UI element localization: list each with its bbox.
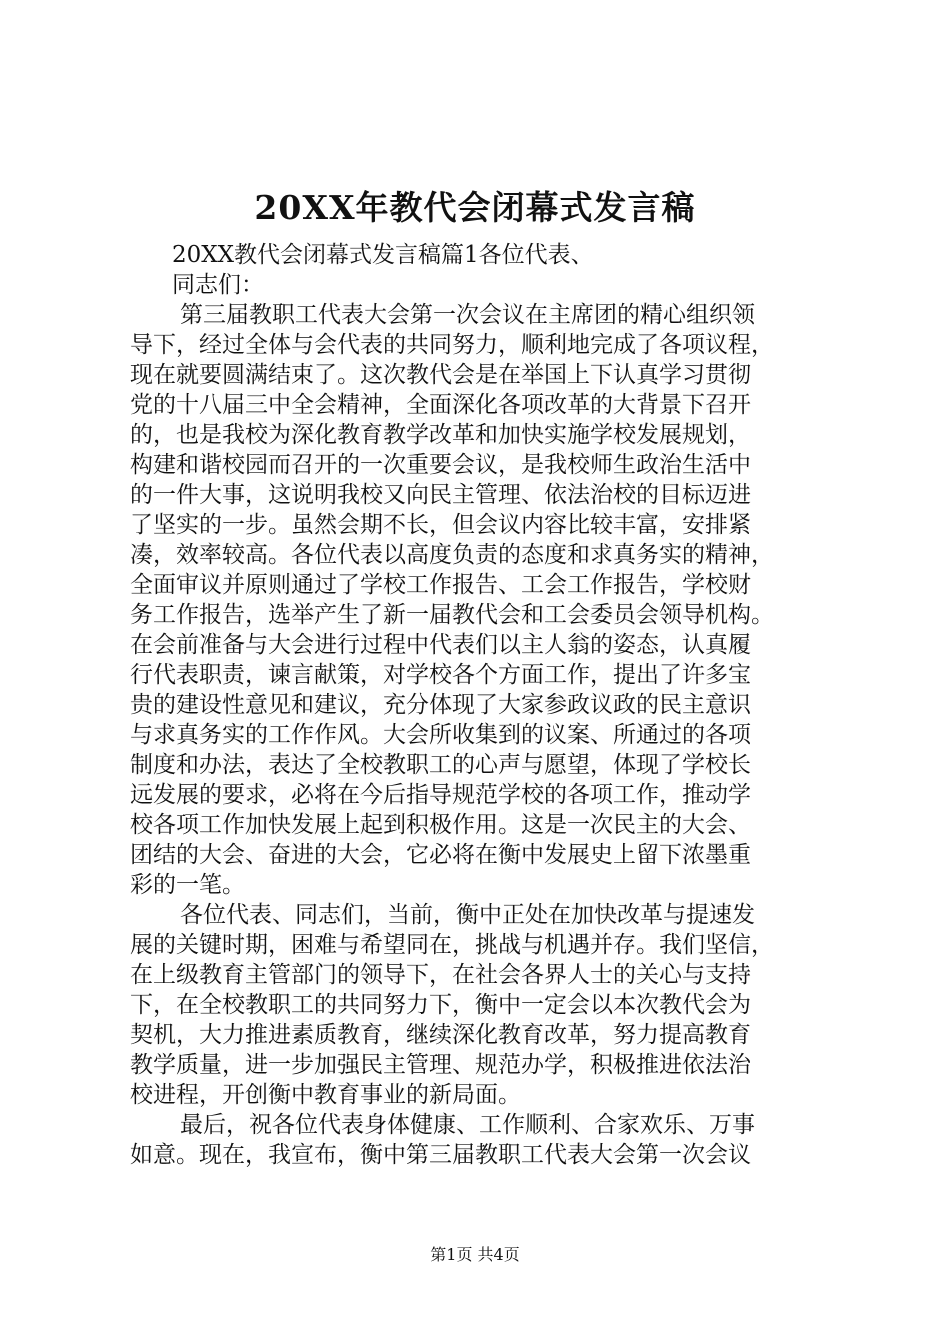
text-line: 的一件大事，这说明我校又向民主管理、依法治校的目标迈进 [130,482,751,508]
text-line: 最后，祝各位代表身体健康、工作顺利、合家欢乐、万事 [180,1112,755,1138]
text-line: 在上级教育主管部门的领导下，在社会各界人士的关心与支持 [130,962,751,988]
document-body [130,240,840,1170]
text-line: 制度和办法，表达了全校教职工的心声与愿望，体现了学校长 [130,752,751,778]
text-line: 如意。现在，我宣布，衡中第三届教职工代表大会第一次会议 [130,1142,751,1168]
text-line: 远发展的要求，必将在今后指导规范学校的各项工作，推动学 [130,782,751,808]
text-line: 在会前准备与大会进行过程中代表们以主人翁的姿态，认真履 [130,632,751,658]
text-line: 各位代表、同志们，当前，衡中正处在加快改革与提速发 [180,902,755,928]
text-line: 行代表职责，谏言献策，对学校各个方面工作，提出了许多宝 [130,662,751,688]
text-line: 贵的建设性意见和建议，充分体现了大家参政议政的民主意识 [130,692,751,718]
text-line: 与求真务实的工作作风。大会所收集到的议案、所通过的各项 [130,722,751,748]
text-line: 同志们： [172,272,264,298]
text-line: 务工作报告，选举产生了新一届教代会和工会委员会领导机构。 [130,602,774,628]
text-line: 全面审议并原则通过了学校工作报告、工会工作报告，学校财 [130,572,751,598]
text-line: 现在就要圆满结束了。这次教代会是在举国上下认真学习贯彻 [130,362,751,388]
text-line: 第三届教职工代表大会第一次会议在主席团的精心组织领 [180,302,755,328]
text-line: 凑，效率较高。各位代表以高度负责的态度和求真务实的精神， [130,542,774,568]
text-line: 了坚实的一步。虽然会期不长，但会议内容比较丰富，安排紧 [130,512,751,538]
page-number: 第1页 共4页 [430,1245,520,1264]
text-line: 团结的大会、奋进的大会，它必将在衡中发展史上留下浓墨重 [130,842,751,868]
text-line: 下，在全校教职工的共同努力下，衡中一定会以本次教代会为 [130,992,751,1018]
text-line: 教学质量，进一步加强民主管理、规范办学，积极推进依法治 [130,1052,751,1078]
document-title: 20XX年教代会闭幕式发言稿 [254,188,696,227]
text-line: 党的十八届三中全会精神，全面深化各项改革的大背景下召开 [130,392,751,418]
text-line: 的，也是我校为深化教育教学改革和加快实施学校发展规划， [130,422,751,448]
text-line: 20XX教代会闭幕式发言稿篇1各位代表、 [172,242,594,268]
text-line: 彩的一笔。 [130,872,245,898]
text-line: 契机，大力推进素质教育，继续深化教育改革，努力提高教育 [130,1022,751,1048]
text-line: 构建和谐校园而召开的一次重要会议，是我校师生政治生活中 [130,452,751,478]
text-line: 展的关键时期，困难与希望同在，挑战与机遇并存。我们坚信， [130,932,774,958]
text-line: 校各项工作加快发展上起到积极作用。这是一次民主的大会、 [130,812,751,838]
text-line: 校进程，开创衡中教育事业的新局面。 [130,1082,521,1108]
text-line: 导下，经过全体与会代表的共同努力，顺利地完成了各项议程， [130,332,774,358]
